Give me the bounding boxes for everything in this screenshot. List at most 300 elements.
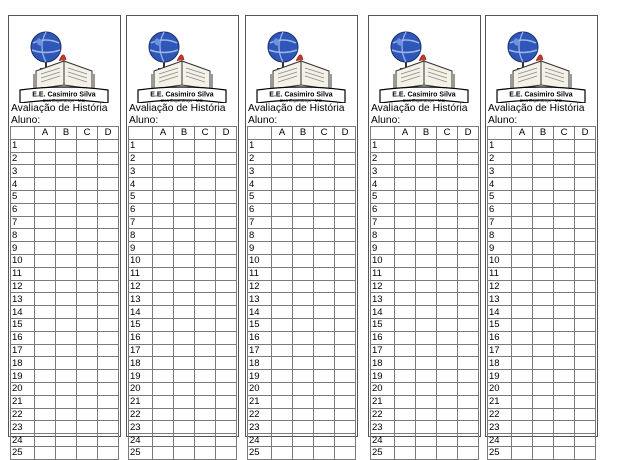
answer-cell[interactable] <box>98 229 119 242</box>
answer-cell[interactable] <box>174 216 195 229</box>
answer-cell[interactable] <box>98 421 119 434</box>
answer-cell[interactable] <box>458 331 479 344</box>
answer-cell[interactable] <box>512 344 533 357</box>
answer-cell[interactable] <box>575 395 596 408</box>
answer-cell[interactable] <box>174 190 195 203</box>
answer-cell[interactable] <box>77 408 98 421</box>
answer-cell[interactable] <box>153 370 174 383</box>
answer-cell[interactable] <box>416 446 437 459</box>
answer-cell[interactable] <box>395 203 416 216</box>
answer-cell[interactable] <box>458 216 479 229</box>
answer-cell[interactable] <box>272 370 293 383</box>
answer-cell[interactable] <box>575 370 596 383</box>
answer-cell[interactable] <box>533 318 554 331</box>
answer-cell[interactable] <box>416 344 437 357</box>
answer-cell[interactable] <box>77 446 98 459</box>
answer-cell[interactable] <box>56 370 77 383</box>
answer-cell[interactable] <box>416 357 437 370</box>
answer-cell[interactable] <box>395 344 416 357</box>
answer-cell[interactable] <box>335 318 356 331</box>
answer-cell[interactable] <box>195 242 216 255</box>
answer-cell[interactable] <box>35 190 56 203</box>
answer-cell[interactable] <box>512 318 533 331</box>
answer-cell[interactable] <box>153 408 174 421</box>
answer-cell[interactable] <box>216 357 237 370</box>
answer-cell[interactable] <box>575 331 596 344</box>
answer-cell[interactable] <box>56 344 77 357</box>
answer-cell[interactable] <box>56 293 77 306</box>
answer-cell[interactable] <box>216 229 237 242</box>
answer-cell[interactable] <box>335 344 356 357</box>
answer-cell[interactable] <box>293 370 314 383</box>
answer-cell[interactable] <box>293 306 314 319</box>
answer-cell[interactable] <box>153 242 174 255</box>
answer-cell[interactable] <box>272 318 293 331</box>
answer-cell[interactable] <box>77 357 98 370</box>
answer-cell[interactable] <box>314 229 335 242</box>
answer-cell[interactable] <box>56 165 77 178</box>
answer-cell[interactable] <box>35 382 56 395</box>
answer-cell[interactable] <box>35 254 56 267</box>
answer-cell[interactable] <box>56 434 77 447</box>
answer-cell[interactable] <box>153 280 174 293</box>
answer-cell[interactable] <box>98 446 119 459</box>
answer-cell[interactable] <box>216 306 237 319</box>
answer-cell[interactable] <box>174 370 195 383</box>
answer-cell[interactable] <box>512 267 533 280</box>
answer-cell[interactable] <box>216 267 237 280</box>
answer-cell[interactable] <box>314 242 335 255</box>
answer-cell[interactable] <box>416 267 437 280</box>
answer-cell[interactable] <box>293 280 314 293</box>
answer-cell[interactable] <box>458 280 479 293</box>
answer-cell[interactable] <box>216 152 237 165</box>
answer-cell[interactable] <box>416 318 437 331</box>
answer-cell[interactable] <box>575 242 596 255</box>
answer-cell[interactable] <box>314 178 335 191</box>
answer-cell[interactable] <box>416 293 437 306</box>
answer-cell[interactable] <box>512 357 533 370</box>
answer-cell[interactable] <box>195 229 216 242</box>
answer-cell[interactable] <box>395 408 416 421</box>
answer-cell[interactable] <box>512 229 533 242</box>
answer-cell[interactable] <box>437 216 458 229</box>
answer-cell[interactable] <box>314 446 335 459</box>
answer-cell[interactable] <box>458 357 479 370</box>
answer-cell[interactable] <box>437 306 458 319</box>
answer-cell[interactable] <box>77 254 98 267</box>
answer-cell[interactable] <box>174 331 195 344</box>
answer-cell[interactable] <box>56 395 77 408</box>
answer-cell[interactable] <box>458 267 479 280</box>
answer-cell[interactable] <box>335 331 356 344</box>
answer-cell[interactable] <box>56 306 77 319</box>
answer-cell[interactable] <box>216 344 237 357</box>
answer-cell[interactable] <box>153 318 174 331</box>
answer-cell[interactable] <box>575 254 596 267</box>
answer-cell[interactable] <box>512 152 533 165</box>
answer-cell[interactable] <box>77 421 98 434</box>
answer-cell[interactable] <box>35 242 56 255</box>
answer-cell[interactable] <box>195 216 216 229</box>
answer-cell[interactable] <box>314 216 335 229</box>
answer-cell[interactable] <box>335 370 356 383</box>
answer-cell[interactable] <box>395 421 416 434</box>
answer-cell[interactable] <box>35 344 56 357</box>
answer-cell[interactable] <box>98 178 119 191</box>
answer-cell[interactable] <box>512 242 533 255</box>
answer-cell[interactable] <box>293 165 314 178</box>
answer-cell[interactable] <box>293 203 314 216</box>
answer-cell[interactable] <box>195 408 216 421</box>
answer-cell[interactable] <box>437 446 458 459</box>
answer-cell[interactable] <box>35 395 56 408</box>
answer-cell[interactable] <box>533 344 554 357</box>
answer-cell[interactable] <box>153 203 174 216</box>
answer-cell[interactable] <box>195 267 216 280</box>
answer-cell[interactable] <box>174 357 195 370</box>
answer-cell[interactable] <box>35 178 56 191</box>
answer-cell[interactable] <box>56 421 77 434</box>
answer-cell[interactable] <box>272 421 293 434</box>
answer-cell[interactable] <box>98 216 119 229</box>
answer-cell[interactable] <box>77 331 98 344</box>
answer-cell[interactable] <box>153 382 174 395</box>
answer-cell[interactable] <box>56 318 77 331</box>
answer-cell[interactable] <box>77 293 98 306</box>
answer-cell[interactable] <box>35 421 56 434</box>
answer-cell[interactable] <box>216 165 237 178</box>
answer-cell[interactable] <box>416 139 437 152</box>
answer-cell[interactable] <box>554 395 575 408</box>
answer-cell[interactable] <box>554 190 575 203</box>
answer-cell[interactable] <box>272 446 293 459</box>
answer-cell[interactable] <box>195 203 216 216</box>
answer-cell[interactable] <box>335 293 356 306</box>
answer-cell[interactable] <box>554 178 575 191</box>
answer-cell[interactable] <box>335 280 356 293</box>
answer-cell[interactable] <box>216 293 237 306</box>
answer-cell[interactable] <box>98 382 119 395</box>
answer-cell[interactable] <box>416 370 437 383</box>
answer-cell[interactable] <box>293 408 314 421</box>
answer-cell[interactable] <box>437 421 458 434</box>
answer-cell[interactable] <box>335 434 356 447</box>
answer-cell[interactable] <box>512 280 533 293</box>
answer-cell[interactable] <box>533 293 554 306</box>
answer-cell[interactable] <box>575 318 596 331</box>
answer-cell[interactable] <box>458 408 479 421</box>
answer-cell[interactable] <box>533 242 554 255</box>
answer-cell[interactable] <box>533 254 554 267</box>
answer-cell[interactable] <box>575 203 596 216</box>
answer-cell[interactable] <box>56 152 77 165</box>
answer-cell[interactable] <box>458 254 479 267</box>
answer-cell[interactable] <box>458 229 479 242</box>
answer-cell[interactable] <box>554 152 575 165</box>
answer-cell[interactable] <box>437 178 458 191</box>
answer-cell[interactable] <box>458 165 479 178</box>
answer-cell[interactable] <box>512 139 533 152</box>
answer-cell[interactable] <box>458 293 479 306</box>
answer-cell[interactable] <box>216 190 237 203</box>
answer-cell[interactable] <box>98 370 119 383</box>
answer-cell[interactable] <box>293 331 314 344</box>
answer-cell[interactable] <box>195 280 216 293</box>
answer-cell[interactable] <box>458 318 479 331</box>
answer-cell[interactable] <box>575 165 596 178</box>
answer-cell[interactable] <box>153 139 174 152</box>
answer-cell[interactable] <box>512 178 533 191</box>
answer-cell[interactable] <box>458 242 479 255</box>
answer-cell[interactable] <box>335 229 356 242</box>
answer-cell[interactable] <box>77 434 98 447</box>
answer-cell[interactable] <box>272 280 293 293</box>
answer-cell[interactable] <box>195 178 216 191</box>
answer-cell[interactable] <box>56 139 77 152</box>
answer-cell[interactable] <box>98 165 119 178</box>
answer-cell[interactable] <box>575 267 596 280</box>
answer-cell[interactable] <box>98 331 119 344</box>
answer-cell[interactable] <box>314 254 335 267</box>
answer-cell[interactable] <box>437 165 458 178</box>
answer-cell[interactable] <box>416 254 437 267</box>
answer-cell[interactable] <box>554 318 575 331</box>
answer-cell[interactable] <box>77 267 98 280</box>
answer-cell[interactable] <box>195 331 216 344</box>
answer-cell[interactable] <box>77 152 98 165</box>
answer-cell[interactable] <box>35 357 56 370</box>
answer-cell[interactable] <box>174 446 195 459</box>
answer-cell[interactable] <box>395 216 416 229</box>
answer-cell[interactable] <box>195 446 216 459</box>
answer-cell[interactable] <box>314 152 335 165</box>
answer-cell[interactable] <box>395 254 416 267</box>
answer-cell[interactable] <box>56 280 77 293</box>
answer-cell[interactable] <box>98 344 119 357</box>
answer-cell[interactable] <box>512 254 533 267</box>
answer-cell[interactable] <box>458 344 479 357</box>
answer-cell[interactable] <box>458 370 479 383</box>
answer-cell[interactable] <box>293 395 314 408</box>
answer-cell[interactable] <box>575 382 596 395</box>
answer-cell[interactable] <box>416 229 437 242</box>
answer-cell[interactable] <box>77 344 98 357</box>
answer-cell[interactable] <box>416 434 437 447</box>
answer-cell[interactable] <box>437 318 458 331</box>
answer-cell[interactable] <box>293 344 314 357</box>
answer-cell[interactable] <box>98 152 119 165</box>
answer-cell[interactable] <box>195 370 216 383</box>
answer-cell[interactable] <box>314 165 335 178</box>
answer-cell[interactable] <box>56 408 77 421</box>
answer-cell[interactable] <box>395 446 416 459</box>
answer-cell[interactable] <box>575 293 596 306</box>
answer-cell[interactable] <box>533 216 554 229</box>
answer-cell[interactable] <box>272 395 293 408</box>
answer-cell[interactable] <box>272 434 293 447</box>
answer-cell[interactable] <box>335 408 356 421</box>
answer-cell[interactable] <box>216 280 237 293</box>
answer-cell[interactable] <box>554 293 575 306</box>
answer-cell[interactable] <box>458 203 479 216</box>
answer-cell[interactable] <box>153 229 174 242</box>
answer-cell[interactable] <box>314 344 335 357</box>
answer-cell[interactable] <box>153 178 174 191</box>
answer-cell[interactable] <box>416 190 437 203</box>
answer-cell[interactable] <box>216 408 237 421</box>
answer-cell[interactable] <box>437 408 458 421</box>
answer-cell[interactable] <box>216 216 237 229</box>
answer-cell[interactable] <box>335 357 356 370</box>
answer-cell[interactable] <box>272 254 293 267</box>
answer-cell[interactable] <box>437 229 458 242</box>
answer-cell[interactable] <box>195 421 216 434</box>
answer-cell[interactable] <box>56 216 77 229</box>
answer-cell[interactable] <box>35 229 56 242</box>
answer-cell[interactable] <box>98 254 119 267</box>
answer-cell[interactable] <box>272 216 293 229</box>
answer-cell[interactable] <box>195 318 216 331</box>
answer-cell[interactable] <box>437 267 458 280</box>
answer-cell[interactable] <box>395 267 416 280</box>
answer-cell[interactable] <box>272 382 293 395</box>
answer-cell[interactable] <box>293 421 314 434</box>
answer-cell[interactable] <box>56 446 77 459</box>
answer-cell[interactable] <box>416 203 437 216</box>
answer-cell[interactable] <box>35 203 56 216</box>
answer-cell[interactable] <box>293 434 314 447</box>
answer-cell[interactable] <box>77 318 98 331</box>
answer-cell[interactable] <box>293 254 314 267</box>
answer-cell[interactable] <box>395 370 416 383</box>
answer-cell[interactable] <box>216 434 237 447</box>
answer-cell[interactable] <box>272 408 293 421</box>
answer-cell[interactable] <box>35 318 56 331</box>
answer-cell[interactable] <box>153 357 174 370</box>
answer-cell[interactable] <box>533 306 554 319</box>
answer-cell[interactable] <box>395 178 416 191</box>
answer-cell[interactable] <box>575 421 596 434</box>
answer-cell[interactable] <box>554 344 575 357</box>
answer-cell[interactable] <box>56 178 77 191</box>
answer-cell[interactable] <box>98 203 119 216</box>
answer-cell[interactable] <box>77 382 98 395</box>
answer-cell[interactable] <box>153 293 174 306</box>
answer-cell[interactable] <box>395 139 416 152</box>
answer-cell[interactable] <box>195 165 216 178</box>
answer-cell[interactable] <box>153 434 174 447</box>
answer-cell[interactable] <box>395 318 416 331</box>
answer-cell[interactable] <box>272 190 293 203</box>
answer-cell[interactable] <box>35 446 56 459</box>
answer-cell[interactable] <box>554 382 575 395</box>
answer-cell[interactable] <box>554 408 575 421</box>
answer-cell[interactable] <box>335 254 356 267</box>
answer-cell[interactable] <box>554 331 575 344</box>
answer-cell[interactable] <box>153 395 174 408</box>
answer-cell[interactable] <box>77 395 98 408</box>
answer-cell[interactable] <box>575 357 596 370</box>
answer-cell[interactable] <box>314 408 335 421</box>
answer-cell[interactable] <box>512 434 533 447</box>
answer-cell[interactable] <box>272 203 293 216</box>
answer-cell[interactable] <box>35 293 56 306</box>
answer-cell[interactable] <box>335 178 356 191</box>
answer-cell[interactable] <box>272 165 293 178</box>
answer-cell[interactable] <box>77 370 98 383</box>
answer-cell[interactable] <box>174 165 195 178</box>
answer-cell[interactable] <box>512 165 533 178</box>
answer-cell[interactable] <box>512 190 533 203</box>
answer-cell[interactable] <box>174 293 195 306</box>
answer-cell[interactable] <box>153 267 174 280</box>
answer-cell[interactable] <box>56 382 77 395</box>
answer-cell[interactable] <box>458 446 479 459</box>
answer-cell[interactable] <box>293 242 314 255</box>
answer-cell[interactable] <box>575 408 596 421</box>
answer-cell[interactable] <box>512 203 533 216</box>
answer-cell[interactable] <box>575 446 596 459</box>
answer-cell[interactable] <box>195 293 216 306</box>
answer-cell[interactable] <box>174 242 195 255</box>
answer-cell[interactable] <box>554 242 575 255</box>
answer-cell[interactable] <box>575 280 596 293</box>
answer-cell[interactable] <box>98 306 119 319</box>
answer-cell[interactable] <box>437 395 458 408</box>
answer-cell[interactable] <box>335 203 356 216</box>
answer-cell[interactable] <box>314 190 335 203</box>
answer-cell[interactable] <box>195 190 216 203</box>
answer-cell[interactable] <box>395 152 416 165</box>
answer-cell[interactable] <box>56 267 77 280</box>
answer-cell[interactable] <box>216 139 237 152</box>
answer-cell[interactable] <box>533 395 554 408</box>
answer-cell[interactable] <box>98 408 119 421</box>
answer-cell[interactable] <box>272 293 293 306</box>
answer-cell[interactable] <box>174 421 195 434</box>
answer-cell[interactable] <box>533 446 554 459</box>
answer-cell[interactable] <box>272 306 293 319</box>
answer-cell[interactable] <box>35 434 56 447</box>
answer-cell[interactable] <box>554 254 575 267</box>
answer-cell[interactable] <box>174 408 195 421</box>
answer-cell[interactable] <box>293 139 314 152</box>
answer-cell[interactable] <box>314 139 335 152</box>
answer-cell[interactable] <box>554 139 575 152</box>
answer-cell[interactable] <box>437 344 458 357</box>
answer-cell[interactable] <box>56 331 77 344</box>
answer-cell[interactable] <box>314 421 335 434</box>
answer-cell[interactable] <box>533 382 554 395</box>
answer-cell[interactable] <box>335 421 356 434</box>
answer-cell[interactable] <box>512 216 533 229</box>
answer-cell[interactable] <box>314 293 335 306</box>
answer-cell[interactable] <box>216 203 237 216</box>
answer-cell[interactable] <box>395 395 416 408</box>
answer-cell[interactable] <box>335 216 356 229</box>
answer-cell[interactable] <box>395 229 416 242</box>
answer-cell[interactable] <box>395 280 416 293</box>
answer-cell[interactable] <box>35 306 56 319</box>
answer-cell[interactable] <box>437 242 458 255</box>
answer-cell[interactable] <box>153 331 174 344</box>
answer-cell[interactable] <box>293 267 314 280</box>
answer-cell[interactable] <box>554 370 575 383</box>
answer-cell[interactable] <box>512 408 533 421</box>
answer-cell[interactable] <box>437 293 458 306</box>
answer-cell[interactable] <box>293 152 314 165</box>
